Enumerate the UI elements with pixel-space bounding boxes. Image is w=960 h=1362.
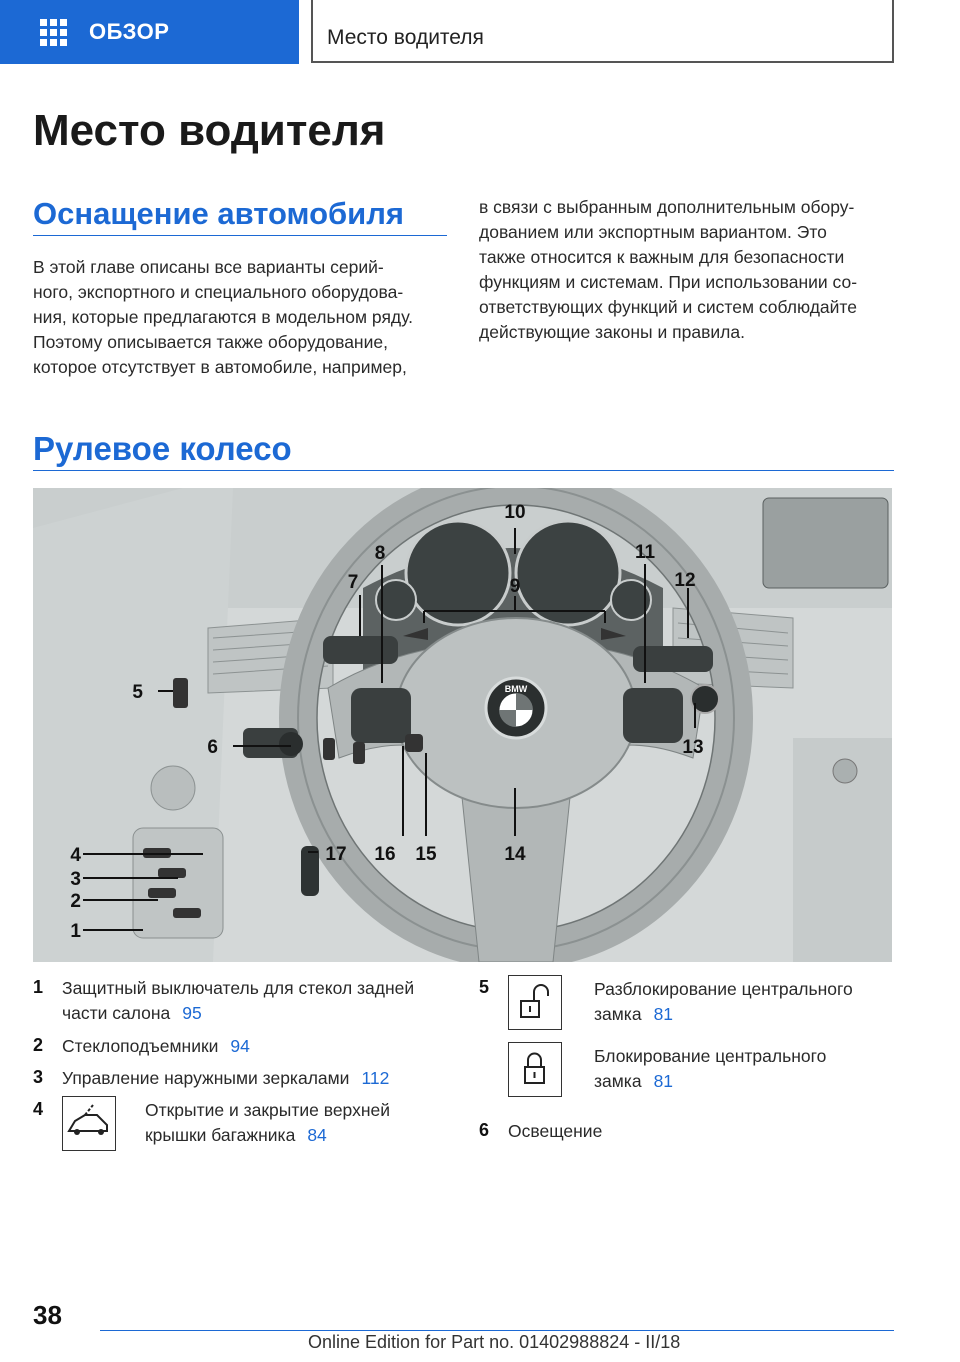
callout-1: 1: [70, 921, 81, 942]
section-tab-label: ОБЗОР: [89, 19, 170, 44]
legend-num-5: 5: [479, 977, 490, 997]
legend-text: замка: [594, 1004, 642, 1024]
legend-text: Освещение: [508, 1121, 603, 1141]
callout-11: 11: [634, 542, 656, 563]
legend-num-1: 1: [33, 977, 44, 997]
section-title-steering-wheel: Рулевое колесо: [33, 430, 292, 467]
section-divider: [33, 470, 894, 471]
equipment-text-left: В этой главе описаны все варианты серий- ного, экспортного и специального оборудова- ния, которые предлагаются в модельном ряду. Поэтому описывается также оборудование, которое отсутствует в автомобиле, например,: [33, 257, 413, 377]
legend-item-3: [62, 1066, 389, 1091]
legend-num-3: 3: [33, 1067, 44, 1087]
footer-divider: [100, 1330, 894, 1331]
page-ref-link[interactable]: 95: [182, 1003, 202, 1023]
callout-8: 8: [374, 543, 386, 564]
callout-12: 12: [674, 570, 696, 591]
legend-text: крышки багажника: [145, 1125, 296, 1145]
callout-14: 14: [504, 844, 526, 865]
callout-3: 3: [70, 869, 81, 890]
legend-item-4: [145, 1098, 390, 1148]
callout-10: 10: [504, 502, 526, 523]
lock-icon: [508, 1042, 562, 1097]
tailgate-icon: [62, 1096, 116, 1151]
bmw-logo-text: BMW: [504, 684, 528, 694]
page-title: Место водителя: [33, 106, 386, 155]
legend-text: Стеклоподъемники: [62, 1036, 219, 1056]
legend-text: части салона: [62, 1003, 171, 1023]
legend-num-4: 4: [33, 1099, 44, 1119]
callout-17: 17: [325, 844, 347, 865]
legend-item-1: [62, 976, 414, 1026]
legend-item-6: [508, 1119, 602, 1144]
section-divider: [33, 235, 447, 236]
callout-9: 9: [509, 576, 521, 597]
callout-13: 13: [682, 737, 704, 758]
callout-15: 15: [415, 844, 437, 865]
legend-item-lock: [594, 1044, 826, 1094]
page-ref-link[interactable]: 81: [653, 1071, 674, 1091]
page-ref-link[interactable]: 94: [230, 1036, 250, 1056]
legend-text: Управление наружными зеркалами: [62, 1068, 350, 1088]
page-ref-link[interactable]: 112: [361, 1068, 390, 1088]
breadcrumb-label: Место водителя: [327, 26, 484, 49]
callout-6: 6: [207, 737, 218, 758]
legend-item-2: [62, 1034, 250, 1059]
section-title-equipment: Оснащение автомобиля: [33, 196, 404, 231]
page-ref-link[interactable]: 84: [307, 1125, 327, 1145]
legend-item-5: [594, 977, 853, 1027]
breadcrumb: [311, 0, 894, 63]
section-tab[interactable]: [0, 0, 299, 64]
footer-edition: Online Edition for Part no. 01402988824 - II/18: [308, 1332, 681, 1352]
legend-num-2: 2: [33, 1035, 44, 1055]
page-ref-link[interactable]: 81: [653, 1004, 674, 1024]
legend-text: Разблокирование центрального: [594, 979, 853, 999]
callout-2: 2: [70, 891, 81, 912]
unlock-icon: [508, 975, 562, 1030]
callout-4: 4: [70, 845, 81, 866]
callout-7: 7: [347, 572, 359, 593]
equipment-text-right: в связи с выбранным дополнительным обору- дованием или экспортным вариантом. Это также относится к важным для безопасности функциям и системам. При использовании со- ответствующих функций и систем соблюдайте действующие законы и правила.: [479, 197, 858, 342]
legend-text: Блокирование центрального: [594, 1046, 827, 1066]
cockpit-illustration: [33, 488, 892, 962]
legend-num-6: 6: [479, 1120, 490, 1140]
legend-text: Защитный выключатель для стекол задней: [62, 978, 415, 998]
legend-text: замка: [594, 1071, 642, 1091]
page-number: 38: [33, 1300, 62, 1330]
callout-5: 5: [132, 682, 143, 703]
legend-text: Открытие и закрытие верхней: [145, 1100, 391, 1120]
callout-16: 16: [374, 844, 396, 865]
grid-menu-icon: [40, 19, 67, 46]
